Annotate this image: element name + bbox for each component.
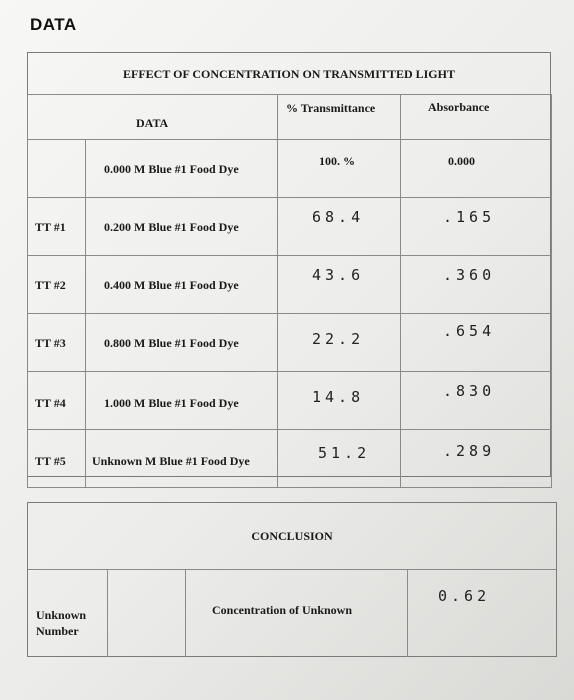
sample-cell: 0.800 M Blue #1 Food Dye	[86, 314, 278, 372]
transmittance-cell: 51.2	[278, 430, 401, 488]
table-row	[28, 198, 552, 256]
absorbance-cell: .165	[401, 198, 552, 256]
transmittance-cell: 100. %	[278, 140, 401, 198]
absorbance-cell: .289	[401, 430, 552, 488]
tube-cell: TT #3	[28, 314, 86, 372]
header-transmittance: % Transmittance	[278, 95, 401, 140]
unknown-number-cell	[28, 569, 108, 657]
concentration-label: Concentration of Unknown	[212, 603, 353, 617]
sample-cell: 0.200 M Blue #1 Food Dye	[86, 198, 278, 256]
unknown-number-label: Unknown Number	[36, 608, 87, 638]
table-row	[28, 140, 552, 198]
transmittance-cell: 43.6	[278, 256, 401, 314]
tube-cell: TT #2	[28, 256, 86, 314]
transmittance-cell: 22.2	[278, 314, 401, 372]
conclusion-row	[28, 569, 556, 657]
transmittance-cell: 68.4	[278, 198, 401, 256]
table-row	[28, 256, 552, 314]
transmittance-cell: 14.8	[278, 372, 401, 430]
sample-cell: Unknown M Blue #1 Food Dye	[86, 430, 278, 488]
page-heading: DATA	[30, 15, 77, 34]
data-table	[27, 52, 551, 477]
concentration-value-cell	[408, 569, 556, 657]
concentration-label-cell	[186, 569, 408, 657]
header-absorbance: Absorbance	[401, 95, 552, 140]
table-row	[28, 314, 552, 372]
sample-cell: 0.000 M Blue #1 Food Dye	[86, 140, 278, 198]
blank-cell	[108, 569, 186, 657]
absorbance-cell: 0.000	[401, 140, 552, 198]
tube-cell	[28, 140, 86, 198]
absorbance-cell: .654	[401, 314, 552, 372]
sample-cell: 1.000 M Blue #1 Food Dye	[86, 372, 278, 430]
tube-cell: TT #1	[28, 198, 86, 256]
tube-cell: TT #5	[28, 430, 86, 488]
tube-cell: TT #4	[28, 372, 86, 430]
table-row	[28, 372, 552, 430]
conclusion-title: CONCLUSION	[28, 503, 556, 570]
data-grid	[27, 94, 552, 488]
header-data: DATA	[28, 95, 278, 140]
absorbance-cell: .360	[401, 256, 552, 314]
table-row	[28, 430, 552, 488]
absorbance-cell: .830	[401, 372, 552, 430]
sample-cell: 0.400 M Blue #1 Food Dye	[86, 256, 278, 314]
conclusion-box	[27, 502, 557, 657]
header-row	[28, 95, 552, 140]
table-title: EFFECT OF CONCENTRATION ON TRANSMITTED LIGHT	[123, 66, 455, 81]
concentration-value: 0.62	[438, 587, 491, 605]
